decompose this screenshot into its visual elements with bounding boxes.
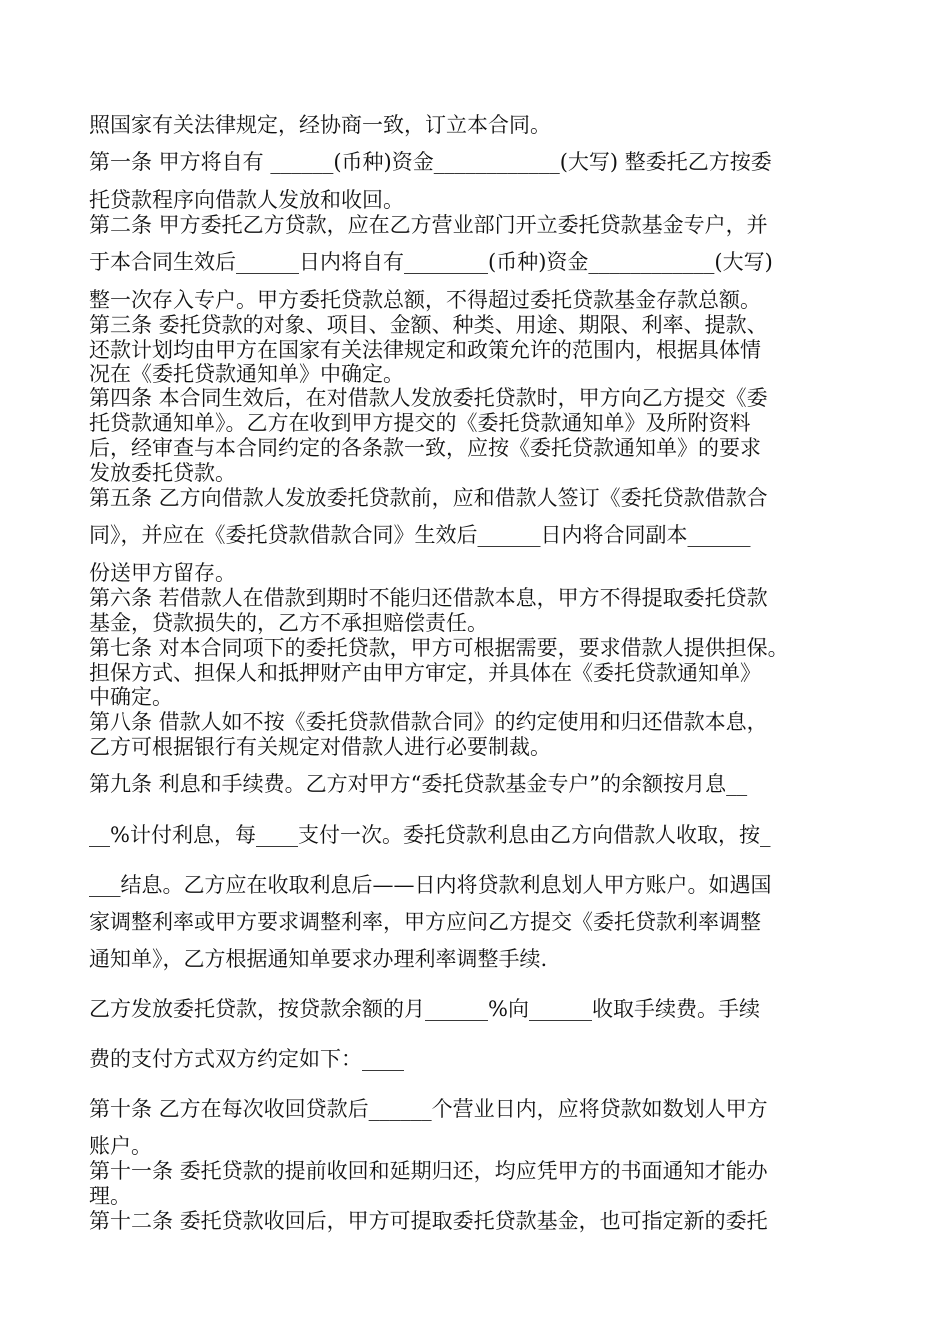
text-line: 同》，并应在《委托贷款借款合同》生效后______日内将合同副本______ (89, 523, 751, 547)
text-line: 第九条 利息和手续费。乙方对甲方“委托贷款基金专户”的余额按月息__ (89, 772, 748, 796)
text-line: 发放委托贷款。 (89, 461, 236, 485)
text-line: 况在《委托贷款通知单》中确定。 (89, 362, 404, 386)
text-line: 费的支付方式双方约定如下：____ (89, 1047, 404, 1071)
text-line: 第十条 乙方在每次收回贷款后______个营业日内，应将贷款如数划人甲方 (89, 1097, 768, 1121)
text-line: 第十一条 委托贷款的提前收回和延期归还，均应凭甲方的书面通知才能办 (89, 1159, 768, 1183)
text-line: 乙方发放委托贷款，按贷款余额的月______%向______收取手续费。手续 (89, 997, 760, 1021)
text-line: 托贷款程序向借款人发放和收回。 (89, 188, 404, 212)
text-line: 照国家有关法律规定，经协商一致，订立本合同。 (89, 113, 551, 137)
text-line: 家调整利率或甲方要求调整利率，甲方应问乙方提交《委托贷款利率调整 (89, 910, 761, 934)
text-line: 后，经审查与本合同约定的各条款一致，应按《委托贷款通知单》的要求 (89, 436, 761, 460)
text-line: 第十二条 委托贷款收回后，甲方可提取委托贷款基金，也可指定新的委托 (89, 1209, 768, 1233)
text-line: ___结息。乙方应在收取利息后——日内将贷款利息划人甲方账户。如遇国 (89, 873, 772, 897)
text-line: 账户。 (89, 1134, 152, 1158)
text-line: 中确定。 (89, 685, 173, 709)
text-line: 份送甲方留存。 (89, 561, 236, 585)
text-line: 第三条 委托贷款的对象、项目、金额、种类、用途、期限、利率、提款、 (89, 313, 768, 337)
text-line: 基金，贷款损失的，乙方不承担赔偿责任。 (89, 611, 488, 635)
text-line: 第六条 若借款人在借款到期时不能归还借款本息，甲方不得提取委托贷款 (89, 586, 768, 610)
text-line: __%计付利息，每____支付一次。委托贷款利息由乙方向借款人收取，按_ (89, 823, 771, 847)
text-line: 乙方可根据银行有关规定对借款人进行必要制裁。 (89, 735, 551, 759)
text-line: 托贷款通知单》。乙方在收到甲方提交的《委托贷款通知单》及所附资料 (89, 411, 751, 435)
text-line: 通知单》，乙方根据通知单要求办理利率调整手续. (89, 947, 548, 971)
text-line: 第四条 本合同生效后，在对借款人发放委托贷款时，甲方向乙方提交《委 (89, 386, 768, 410)
text-line: 第二条 甲方委托乙方贷款，应在乙方营业部门开立委托贷款基金专户，并 (89, 213, 768, 237)
text-line: 还款计划均由甲方在国家有关法律规定和政策允许的范围内，根据具体情 (89, 338, 761, 362)
text-line: 第八条 借款人如不按《委托贷款借款合同》的约定使用和归还借款本息， (89, 710, 768, 734)
text-line: 于本合同生效后______日内将自有________(币种)资金____________(大写) (89, 250, 773, 274)
text-line: 理。 (89, 1184, 131, 1208)
text-line: 第一条 甲方将自有 ______(币种)资金____________(大写) 整委托乙方按委 (89, 150, 772, 174)
text-line: 第五条 乙方向借款人发放委托贷款前，应和借款人签订《委托贷款借款合 (89, 486, 768, 510)
text-line: 担保方式、担保人和抵押财产由甲方审定，并具体在《委托贷款通知单》 (89, 661, 761, 685)
text-line: 第七条 对本合同项下的委托贷款，甲方可根据需要，要求借款人提供担保。 (89, 636, 789, 660)
text-line: 整一次存入专户。甲方委托贷款总额，不得超过委托贷款基金存款总额。 (89, 288, 761, 312)
